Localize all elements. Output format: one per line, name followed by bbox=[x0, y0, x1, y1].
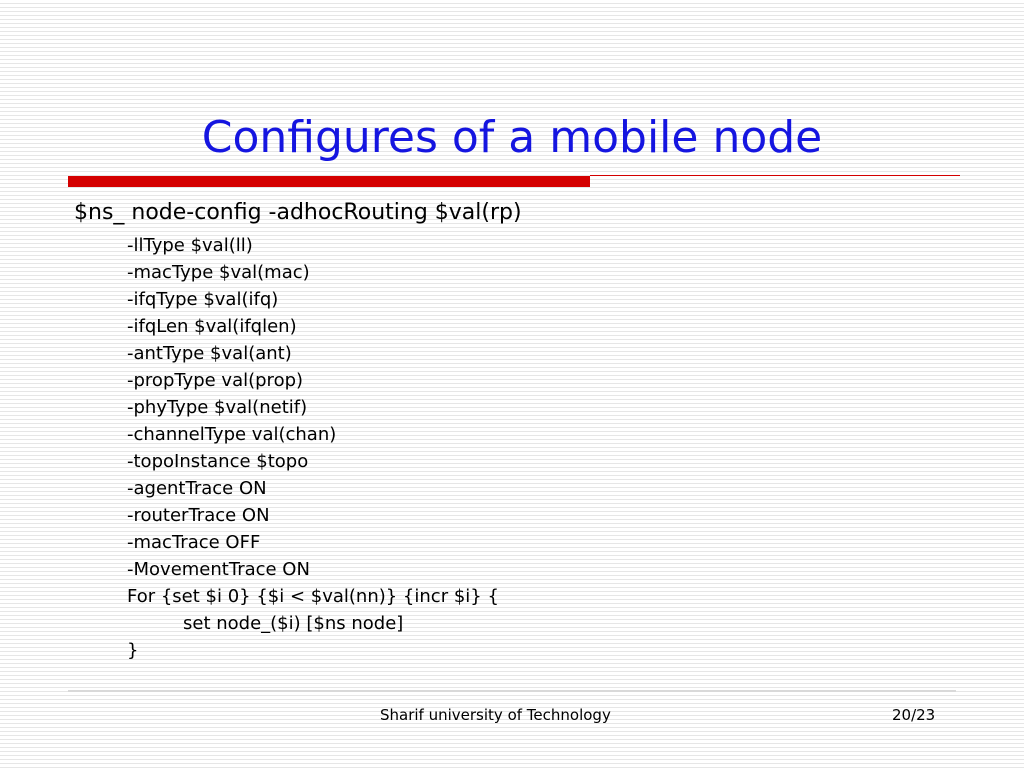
slide-title: Configures of a mobile node bbox=[201, 112, 823, 163]
code-line: -routerTrace ON bbox=[127, 505, 270, 526]
code-line: -llType $val(ll) bbox=[127, 235, 253, 256]
code-line: -agentTrace ON bbox=[127, 478, 267, 499]
footer-divider bbox=[68, 690, 956, 692]
code-line: -macType $val(mac) bbox=[127, 262, 310, 283]
code-line: -macTrace OFF bbox=[127, 532, 261, 553]
code-line: -ifqType $val(ifq) bbox=[127, 289, 279, 310]
code-line: -ifqLen $val(ifqlen) bbox=[127, 316, 297, 337]
title-underline-thin bbox=[590, 175, 960, 176]
code-line: -topoInstance $topo bbox=[127, 451, 309, 472]
code-line: -phyType $val(netif) bbox=[127, 397, 308, 418]
code-line: -antType $val(ant) bbox=[127, 343, 292, 364]
code-line: -channelType val(chan) bbox=[127, 424, 337, 445]
code-line: For {set $i 0} {$i < $val(nn)} {incr $i} { bbox=[127, 586, 499, 607]
page-number: 20/23 bbox=[892, 706, 936, 724]
code-line: -MovementTrace ON bbox=[127, 559, 310, 580]
footer-institution: Sharif university of Technology bbox=[380, 706, 611, 724]
code-line: } bbox=[127, 640, 139, 661]
title-underline-thick bbox=[68, 176, 590, 187]
code-line: -propType val(prop) bbox=[127, 370, 304, 391]
code-line: $ns_ node-config -adhocRouting $val(rp) bbox=[74, 200, 522, 225]
code-line: set node_($i) [$ns node] bbox=[183, 613, 404, 634]
